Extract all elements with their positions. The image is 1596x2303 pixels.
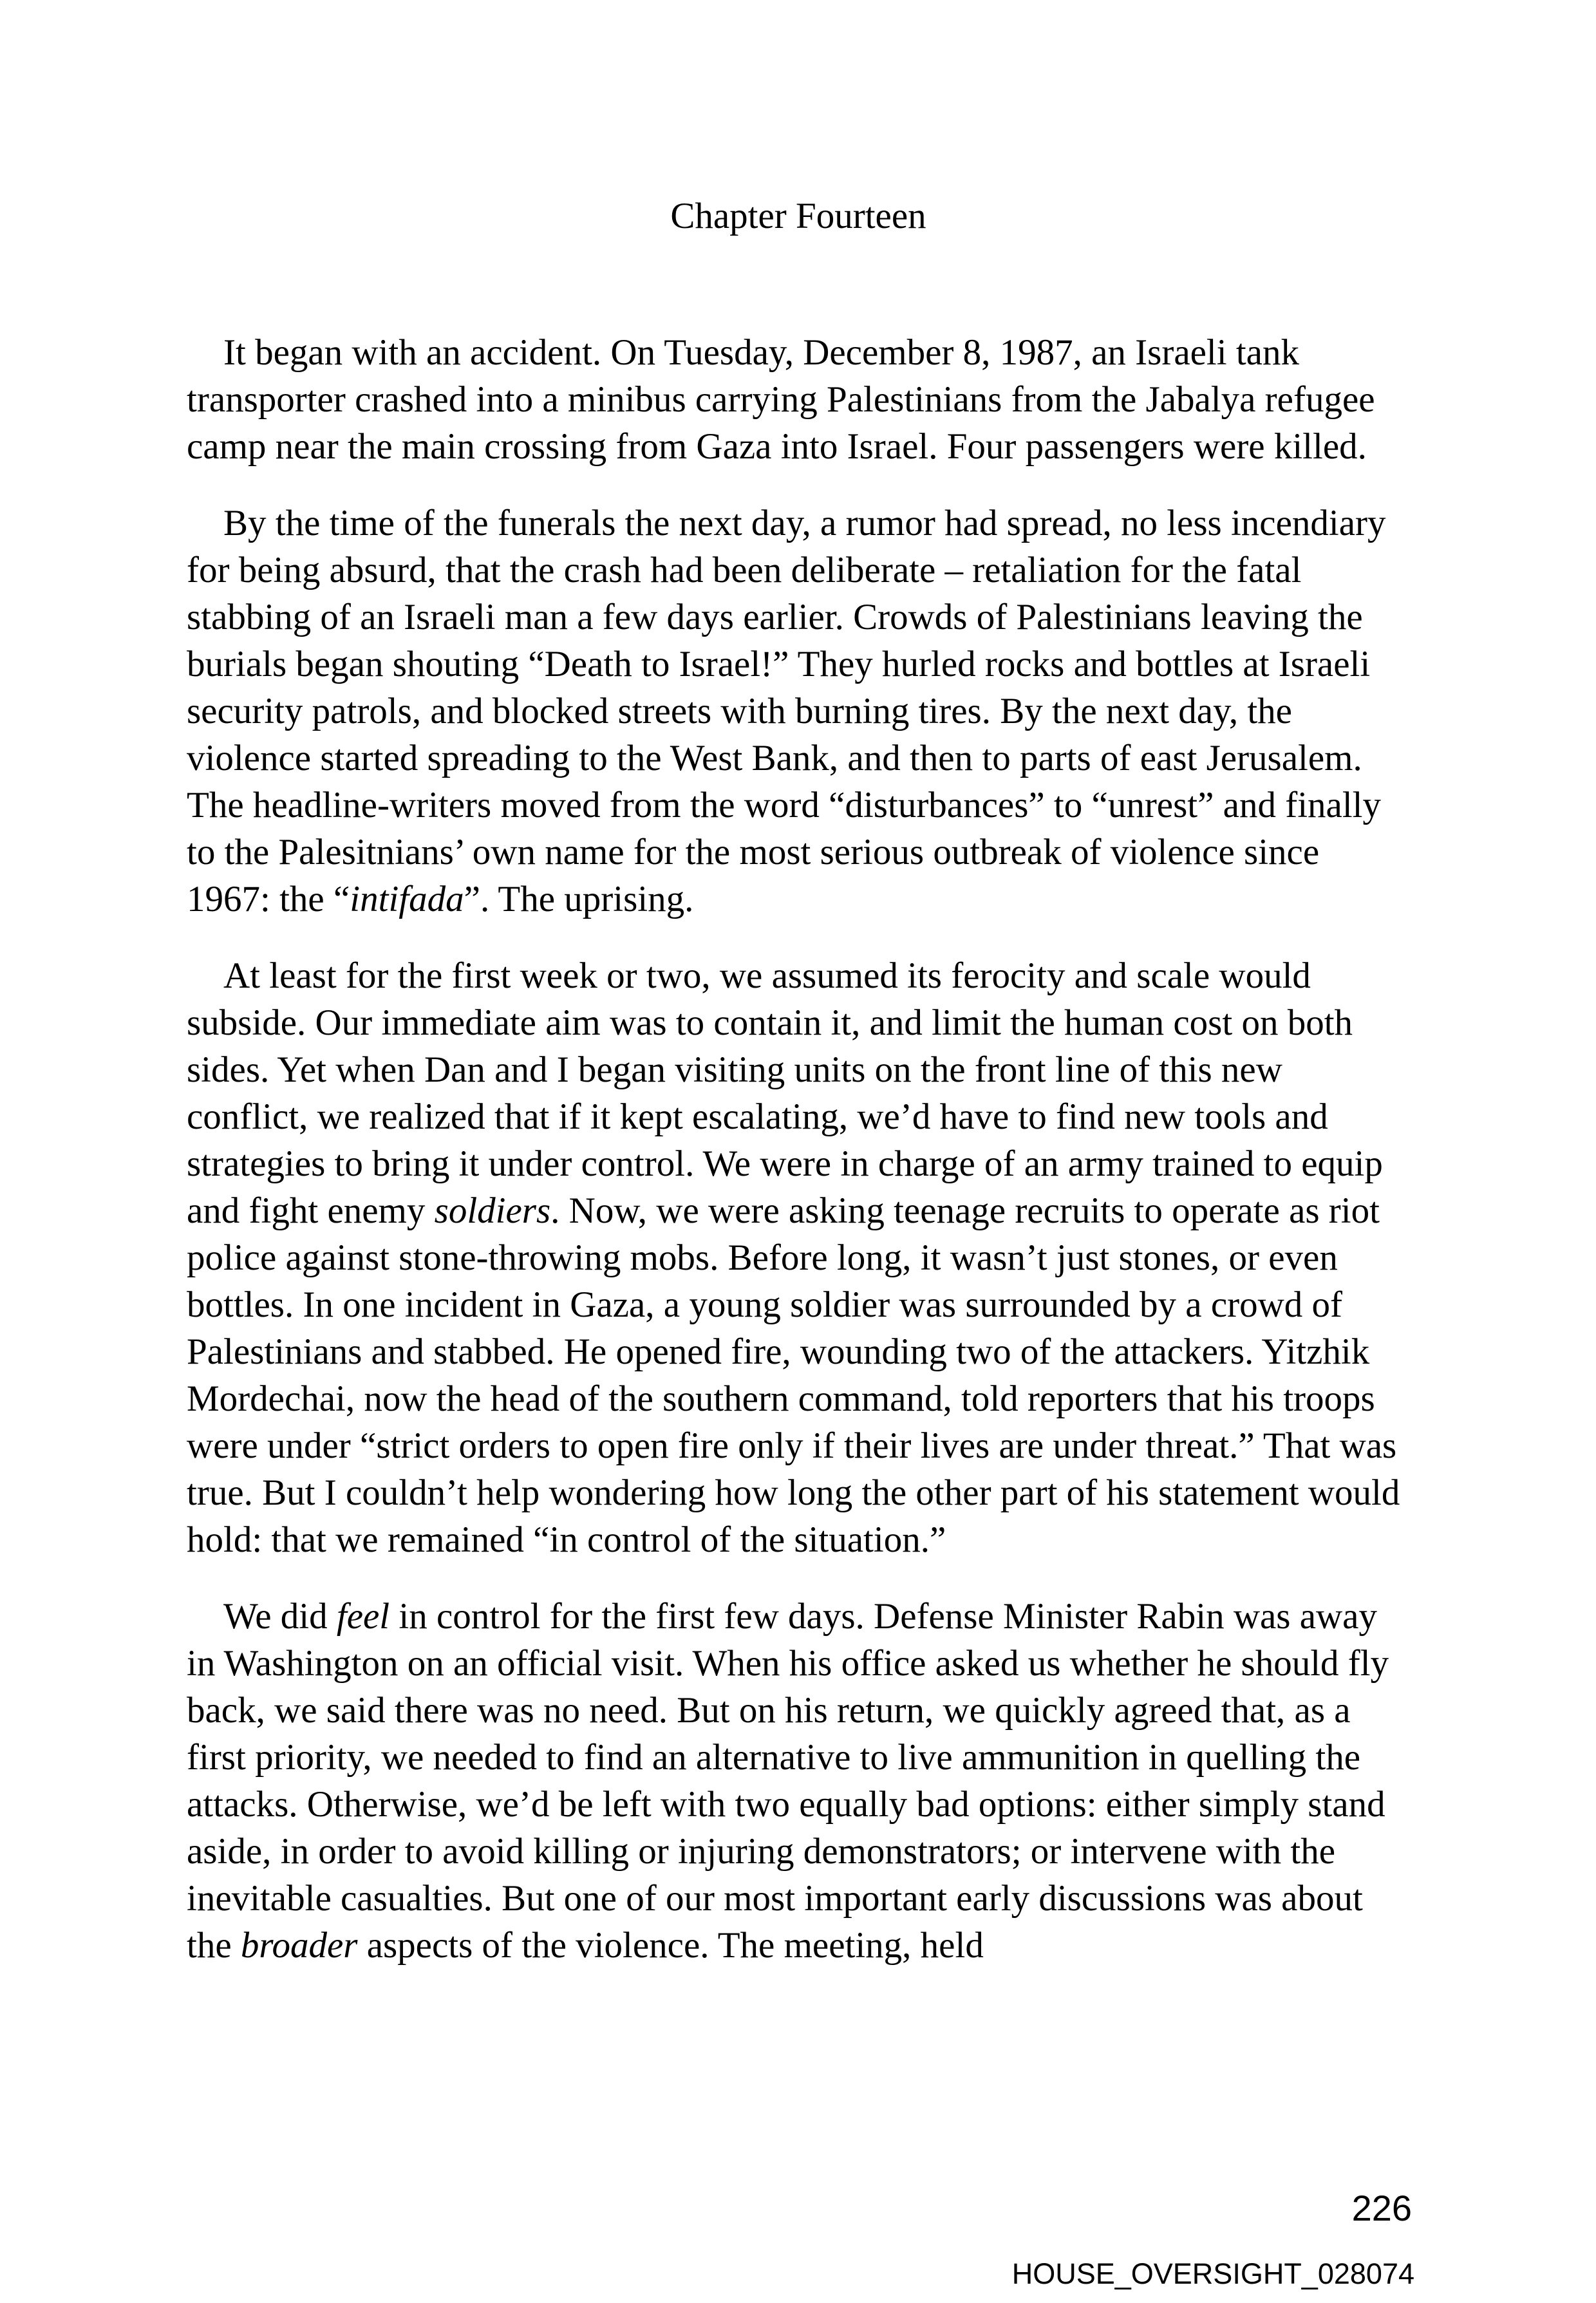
page-body bbox=[187, 193, 1410, 1998]
page-number: 226 bbox=[1351, 2188, 1412, 2228]
paragraph bbox=[187, 1593, 1410, 1969]
text-segment: aspects of the violence. The meeting, held bbox=[357, 1925, 984, 1966]
italic-phrase: intifada bbox=[350, 879, 464, 919]
text-segment: At least for the first week or two, we assumed its ferocity and scale would subside. Our immediate aim was to contain it, and limit the human cost on both sides. Yet when Dan and I began visiting units on the front line of this new conflict, we realized that if it kept escalating, we’d have to find new tools and strategies to bring it under control. We were in charge of an army trained to equip and fight enemy bbox=[187, 955, 1383, 1231]
bates-stamp: HOUSE_OVERSIGHT_028074 bbox=[1011, 2257, 1414, 2290]
chapter-title: Chapter Fourteen bbox=[670, 196, 926, 236]
text-segment: ”. The uprising. bbox=[464, 879, 694, 919]
paragraphs bbox=[187, 329, 1410, 1969]
paragraph bbox=[187, 952, 1410, 1563]
italic-phrase: soldiers bbox=[434, 1190, 551, 1231]
paragraph bbox=[187, 329, 1410, 470]
text-segment: By the time of the funerals the next day, a rumor had spread, no less incendiary for being absurd, that the crash had been deliberate – retaliation for the fatal stabbing of an Israeli man a few days earlier. Crowds of Palestinians leaving the burials began shouting “Death to Israel!” They hurled rocks and bottles at Israeli security patrols, and blocked streets with burning tires. By the next day, the violence started spreading to the West Bank, and then to parts of east Jerusalem. The headline-writers moved from the word “disturbances” to “unrest” and finally to the Palesitnians’ own name for the most serious outbreak of violence since 1967: the “ bbox=[187, 503, 1386, 919]
paragraph bbox=[187, 500, 1410, 923]
italic-phrase: feel bbox=[336, 1596, 390, 1637]
italic-phrase: broader bbox=[240, 1925, 358, 1966]
text-segment: . Now, we were asking teenage recruits to operate as riot police against stone-throwing mobs. Before long, it wasn’t just stones, or even bottles. In one incident in Gaza, a young soldier was surrounded by a crowd of Palestinians and stabbed. He opened fire, wounding two of the attackers. Yitzhik Mordechai, now the head of the southern command, told reporters that his troops were under “strict orders to open fire only if their lives are under threat.” That was true. But I couldn’t help wondering how long the other part of his statement would hold: that we remained “in control of the situation.” bbox=[187, 1190, 1400, 1560]
text-segment: It began with an accident. On Tuesday, December 8, 1987, an Israeli tank transporter crashed into a minibus carrying Palestinians from the Jabalya refugee camp near the main crossing from Gaza into Israel. Four passengers were killed. bbox=[187, 332, 1375, 467]
text-segment: in control for the first few days. Defense Minister Rabin was away in Washington on an official visit. When his office asked us whether he should fly back, we said there was no need. But on his return, we quickly agreed that, as a first priority, we needed to find an alternative to live ammunition in quelling the attacks. Otherwise, we’d be left with two equally bad options: either simply stand aside, in order to avoid killing or injuring demonstrators; or intervene with the inevitable casualties. But one of our most important early discussions was about the bbox=[187, 1596, 1389, 1966]
text-segment: We did bbox=[223, 1596, 337, 1637]
